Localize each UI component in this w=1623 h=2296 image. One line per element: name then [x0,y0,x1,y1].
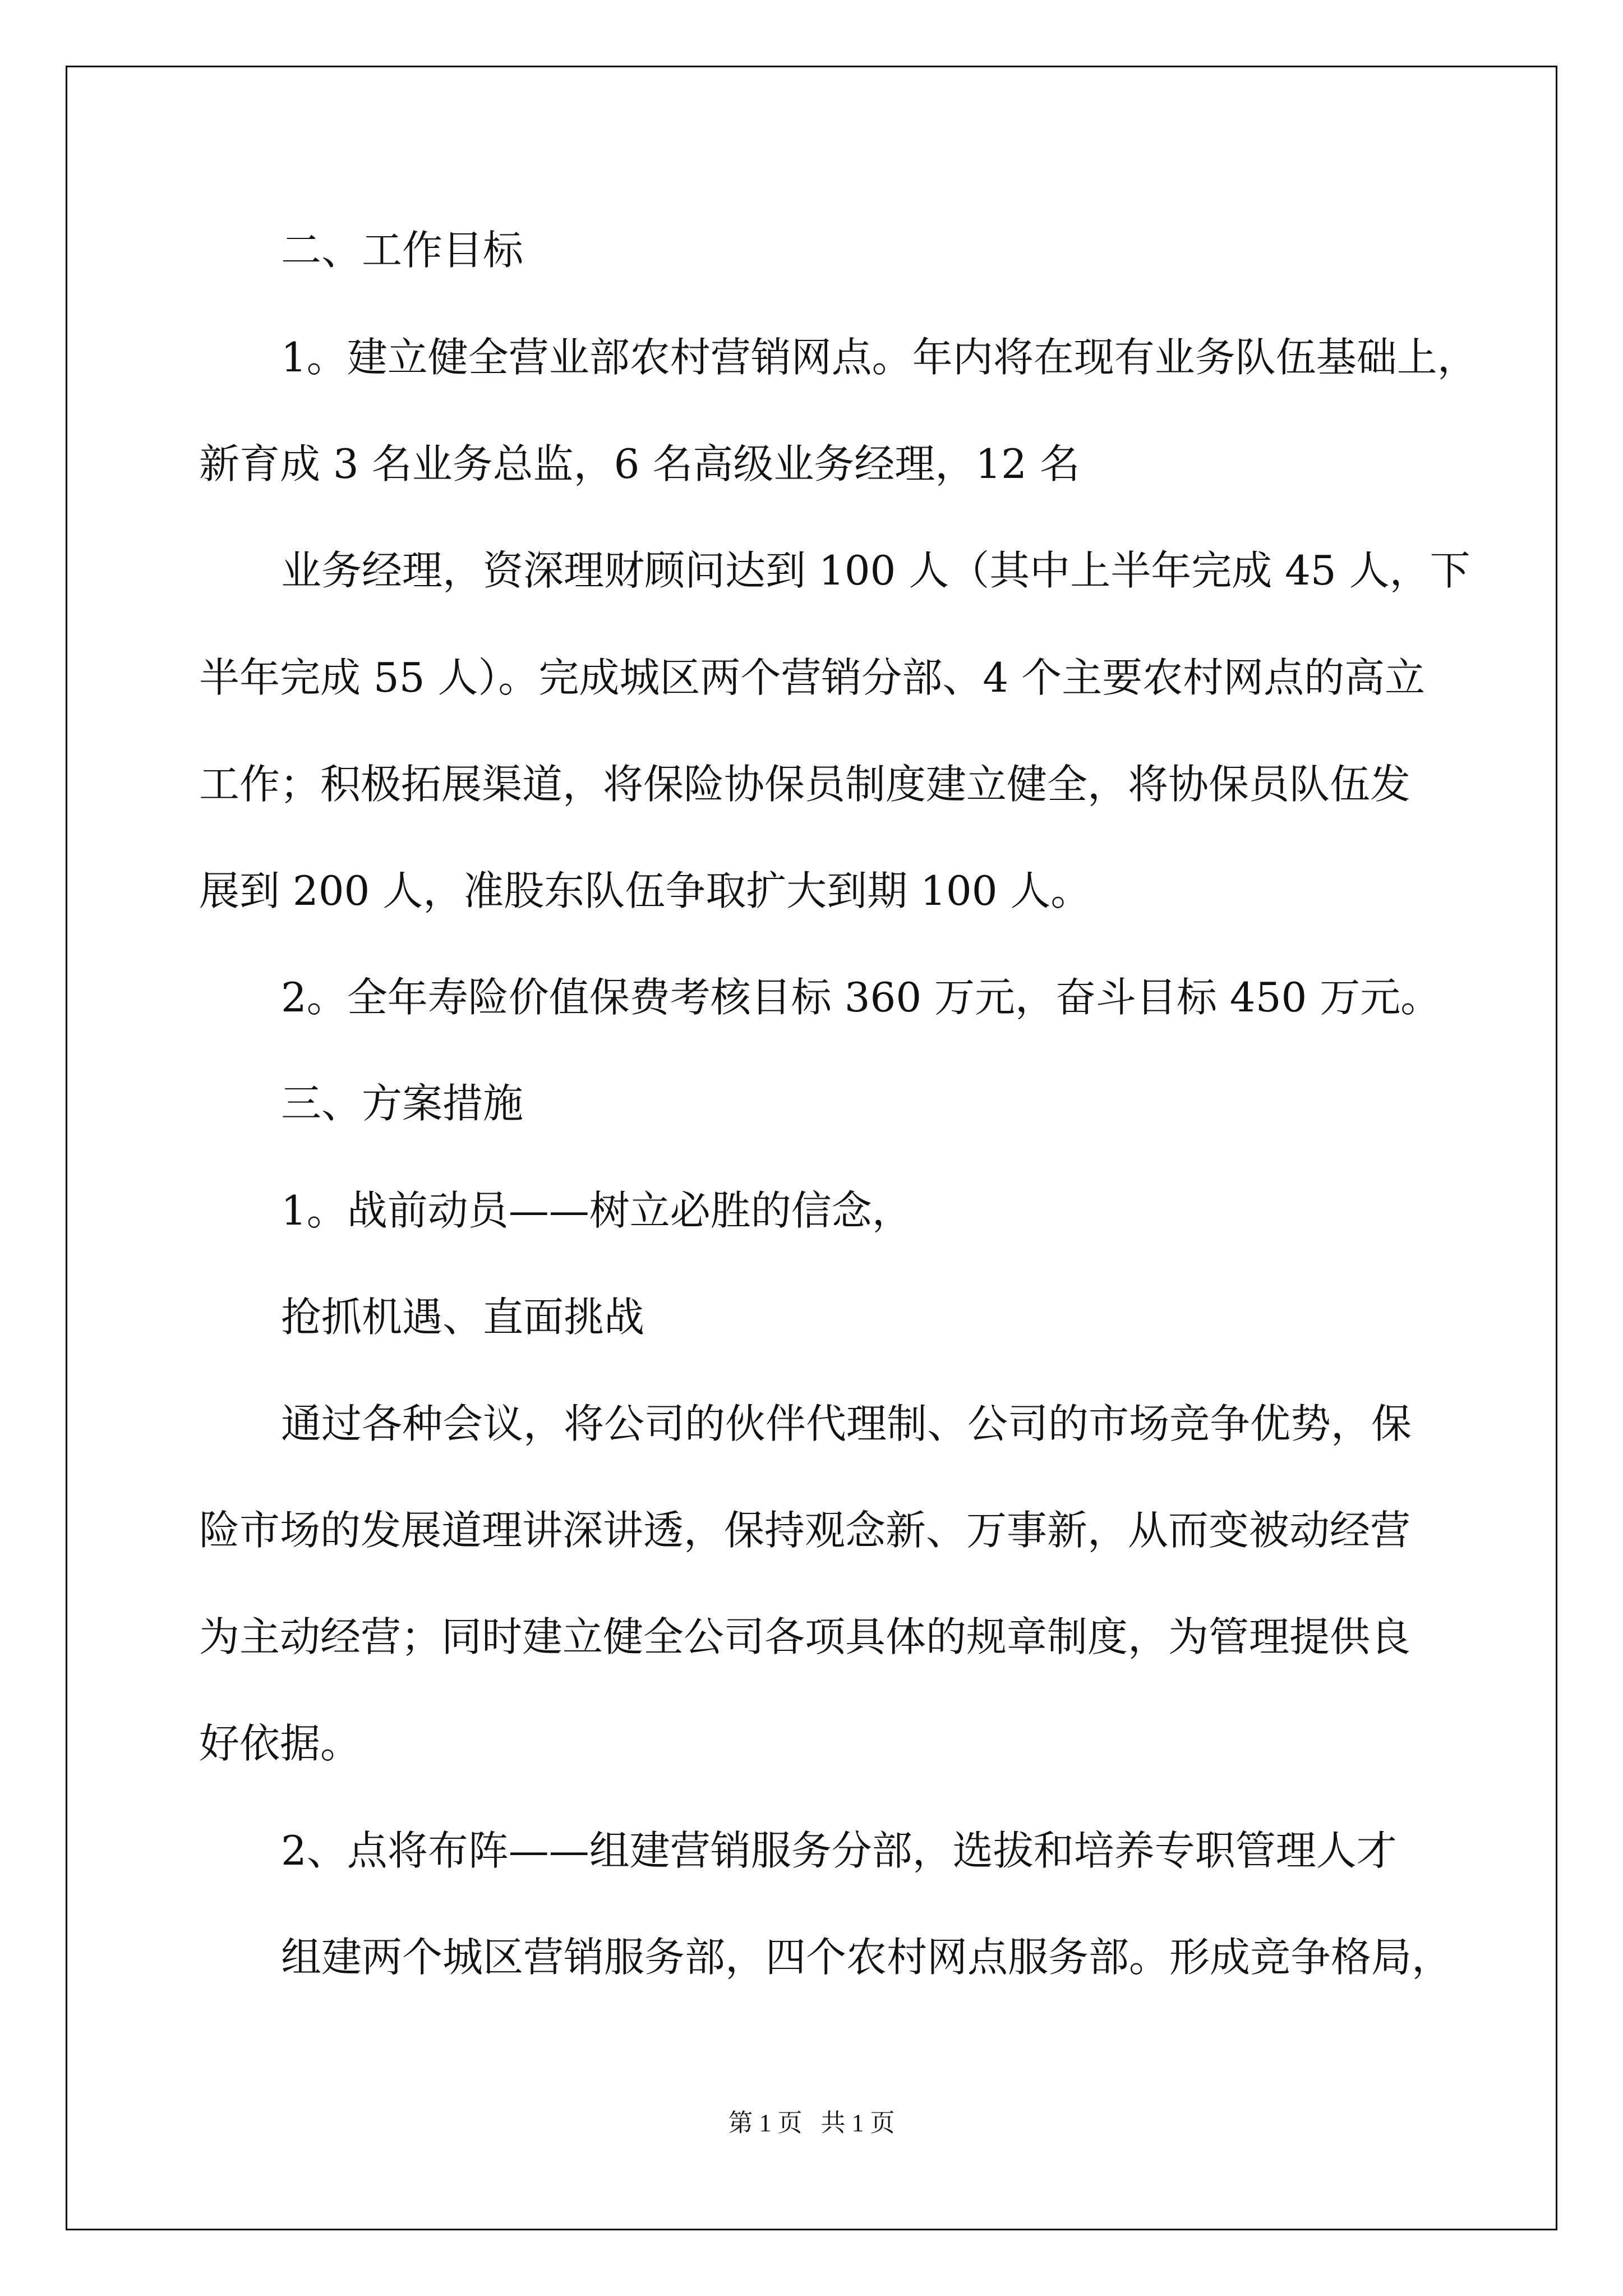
section-heading: 三、方案措施 [281,1080,524,1127]
subsection-heading: 1。战前动员——树立必胜的信念， [281,1187,912,1234]
paragraph-line: 1。建立健全营业部农村营销网点。年内将在现有业务队伍基础上， [281,334,1478,381]
paragraph-line: 展到 200 人，准股东队伍争取扩大到期 100 人。 [199,867,1091,914]
paragraph-line: 新育成 3 名业务总监，6 名高级业务经理，12 名 [199,440,1080,487]
paragraph-line: 2。全年寿险价值保费考核目标 360 万元，奋斗目标 450 万元。 [281,974,1441,1021]
paragraph-line: 组建两个城区营销服务部，四个农村网点服务部。形成竞争格局， [281,1934,1453,1981]
paragraph-line: 通过各种会议，将公司的伙伴代理制、公司的市场竞争优势，保 [281,1400,1412,1447]
paragraph-line: 半年完成 55 人）。完成城区两个营销分部、4 个主要农村网点的高立 [199,654,1426,701]
paragraph-line: 好依据。 [199,1720,361,1767]
subsection-heading: 抢抓机遇、直面挑战 [281,1294,645,1341]
section-heading: 二、工作目标 [281,227,524,274]
subsection-heading: 2、点将布阵——组建营销服务分部，选拔和培养专职管理人才 [281,1827,1397,1874]
page-border [66,66,1557,2230]
paragraph-line: 为主动经营；同时建立健全公司各项具体的规章制度，为管理提供良 [199,1613,1411,1660]
paragraph-line: 工作；积极拓展渠道，将保险协保员制度建立健全，将协保员队伍发 [199,761,1411,808]
paragraph-line: 险市场的发展道理讲深讲透，保持观念新、万事新，从而变被动经营 [199,1507,1411,1554]
page-footer: 第 1 页 共 1 页 [728,2109,895,2137]
paragraph-line: 业务经理，资深理财顾问达到 100 人（其中上半年完成 45 人，下 [281,547,1470,594]
